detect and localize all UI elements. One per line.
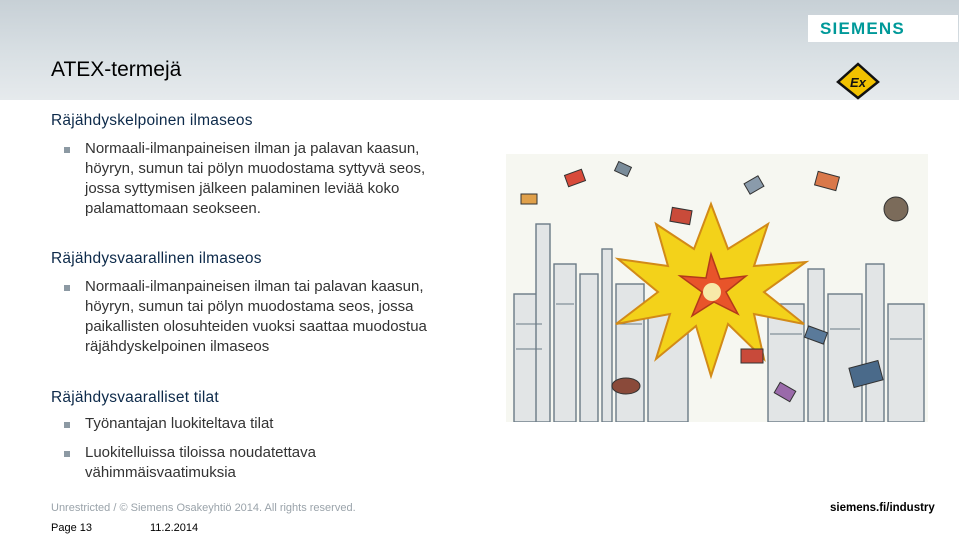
bullet-line: Työnantajan luokiteltava tilat [85,415,274,432]
chimney [602,249,612,422]
bullet-marker [64,422,70,428]
bullet-text-3-1 [85,414,273,434]
ex-warning-icon [836,62,880,100]
section-heading-1: Räjähdyskelpoinen ilmaseos [51,112,253,129]
section-heading-3: Räjähdysvaaralliset tilat [51,389,219,406]
explosion-center [703,283,721,301]
debris-piece [521,194,537,204]
section-heading-2: Räjähdysvaarallinen ilmaseos [51,250,262,267]
footer-site-link[interactable]: siemens.fi/industry [830,502,935,514]
bullet-marker [64,285,70,291]
chimney [536,224,550,422]
debris-piece [884,197,908,221]
chimney [808,269,824,422]
bullet-line: höyryn, sumun tai pölyn muodostama seos, jossa [85,298,414,315]
building [828,294,862,422]
bullet-line: paikallisten olosuhteiden vuoksi saattaa muodostua [85,318,427,335]
building [888,304,924,422]
bullet-text-1-1 [85,139,425,219]
page-date: 11.2.2014 [150,522,199,534]
siemens-logo-text: SIEMENS [820,19,905,38]
bullet-line: palamattomaan seokseen. [85,200,261,217]
debris-piece [670,207,692,224]
bullet-marker [64,451,70,457]
bullet-line: vähimmäisvaatimuksia [85,464,236,481]
bullet-line: jossa syttymisen jälkeen palaminen leviää koko [85,180,400,197]
debris-piece [612,378,640,394]
bullet-text-2-1 [85,277,427,357]
siemens-logo [808,15,958,42]
footer-copyright: Unrestricted / © Siemens Osakeyhtiö 2014. All rights reserved. [51,502,356,514]
bullet-marker [64,147,70,153]
ex-symbol-text: Ex [850,75,866,90]
chimney [866,264,884,422]
page-title: ATEX-termejä [51,58,182,81]
bullet-line: räjähdyskelpoinen ilmaseos [85,338,270,355]
explosion-illustration [506,154,928,422]
debris-piece [741,349,763,363]
page-number: Page 13 [51,522,92,534]
bullet-text-3-2 [85,443,316,483]
building [554,264,576,422]
bullet-line: Normaali-ilmanpaineisen ilman ja palavan kaasun, [85,140,420,157]
bullet-line: Luokitelluissa tiloissa noudatettava [85,444,316,461]
building [580,274,598,422]
bullet-line: Normaali-ilmanpaineisen ilman tai palavan kaasun, [85,278,424,295]
bullet-line: höyryn, sumun tai pölyn muodostama syttyvä seos, [85,160,426,177]
